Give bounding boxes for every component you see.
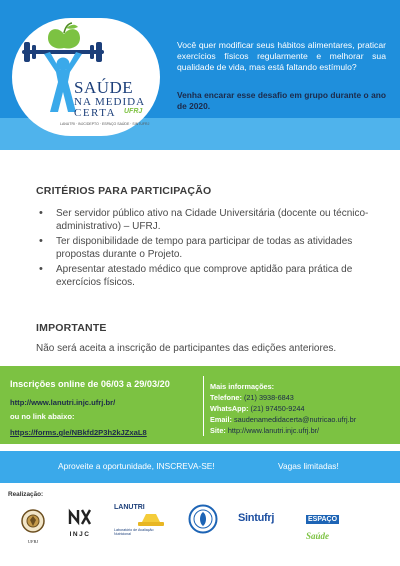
important-text: Não será aceita a inscrição de participantes das edições anteriores. — [36, 343, 337, 354]
intro-text: Você quer modificar seus hábitos alimentares, praticar exercícios físicos regularmente e melhorar sua qualidade de vida, mas está faltando estímulo? — [177, 40, 386, 72]
espaco-saude-logo — [306, 508, 366, 541]
nutrition-seal-logo — [188, 504, 218, 534]
criteria-title: CRITÉRIOS PARA PARTICIPAÇÃO — [36, 185, 212, 197]
lanutri-logo — [114, 504, 170, 540]
ufrj-logo-text: UFRJ — [27, 539, 39, 544]
espaco-sub-text: Saúde — [306, 531, 330, 541]
brand-subtitle-line2: CERTA — [74, 107, 117, 119]
brand-subtitle-line1: NA MEDIDA — [74, 96, 146, 108]
contact-info — [210, 381, 356, 436]
injc-logo-text: INJC — [69, 531, 91, 538]
brand-title: SAÚDE — [74, 78, 134, 97]
apple-icon — [48, 23, 80, 49]
injc-logo — [64, 508, 96, 538]
phone-label: Telefone: — [210, 393, 242, 402]
criteria-item: • Apresentar atestado médico que comprove aptidão para prática de exercícios físicos. — [36, 263, 376, 289]
scale-icon — [136, 510, 166, 528]
cta-text: Aproveite a oportunidade, INSCREVA-SE! — [58, 461, 215, 471]
ufrj-logo — [20, 508, 46, 544]
criteria-item: • Ser servidor público ativo na Cidade Universitária (docente ou técnico-administrativo) – UFRJ. — [36, 207, 376, 233]
espaco-logo-text: ESPAÇO — [308, 516, 338, 523]
ufrj-seal-icon — [20, 508, 46, 534]
info-heading: Mais informações: — [210, 382, 275, 391]
lanutri-logo-text: LANUTRI — [114, 504, 145, 511]
site-link[interactable]: http://www.lanutri.injc.ufrj.br/ — [227, 426, 320, 435]
whatsapp-value: (21) 97450-9244 — [250, 404, 305, 413]
registration-headline: Inscrições online de 06/03 a 29/03/20 — [10, 379, 170, 389]
criteria-list — [36, 207, 376, 291]
important-title: IMPORTANTE — [36, 322, 107, 334]
sintufrj-logo-text: Sintufrj — [238, 512, 275, 524]
lanutri-sub-text: Laboratório de Avaliação Nutricional — [114, 528, 154, 537]
email-link[interactable]: saudenamedidacerta@nutricao.ufrj.br — [233, 415, 357, 424]
phone-value: (21) 3938-6843 — [243, 393, 294, 402]
realization-label: Realização: — [8, 491, 44, 498]
injc-mark-icon — [64, 508, 96, 526]
brand-ufrj-badge: UFRJ — [124, 108, 143, 115]
brand-partners-small-text: LANUTRI · INJC/DEPTO · ESPAÇO SAÚDE · SINTUFRJ — [60, 122, 150, 126]
site-label: Site: — [210, 426, 226, 435]
info-divider — [203, 376, 204, 436]
email-label: Email: — [210, 415, 232, 424]
nutrition-seal-icon — [188, 504, 218, 534]
registration-form-link[interactable]: https://forms.gle/NBkfd2P3h2kJZxaL8 — [10, 428, 147, 437]
whatsapp-label: WhatsApp: — [210, 404, 249, 413]
registration-or-text: ou no link abaixo: — [10, 412, 75, 421]
sintufrj-logo — [238, 512, 292, 532]
criteria-item: • Ter disponibilidade de tempo para participar de todas as atividades propostas durante o Projeto. — [36, 235, 376, 261]
registration-url-link[interactable]: http://www.lanutri.injc.ufrj.br/ — [10, 398, 116, 407]
challenge-text: Venha encarar esse desafio em grupo durante o ano de 2020. — [177, 90, 386, 111]
limited-text: Vagas limitadas! — [278, 461, 339, 471]
